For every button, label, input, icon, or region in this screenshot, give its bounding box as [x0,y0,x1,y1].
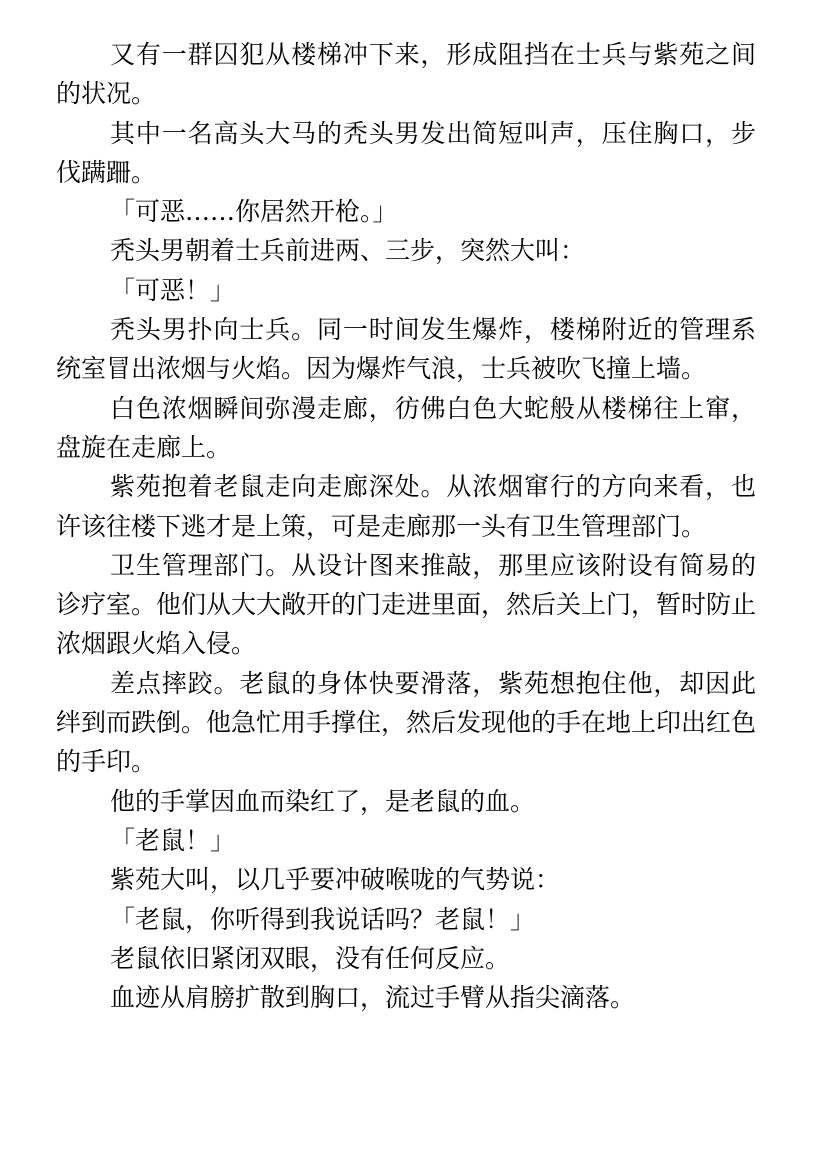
paragraph-10: 差点摔跤。老鼠的身体快要滑落，紫苑想抱住他，却因此绊到而跌倒。他急忙用手撑住，然后发现他的手在地上印出红色的手印。 [56,668,757,777]
paragraph-4: 秃头男朝着士兵前进两、三步，突然大叫： [110,236,586,266]
paragraph-1: 又有一群囚犯从楼梯冲下来，形成阻挡在士兵与紫苑之间的状况。 [56,40,756,109]
paragraph-8: 紫苑抱着老鼠走向走廊深处。从浓烟窜行的方向来看，也许该往楼下逃才是上策，可是走廊那一头有卫生管理部门。 [56,472,756,541]
paragraph-6: 秃头男扑向士兵。同一时间发生爆炸，楼梯附近的管理系统室冒出浓烟与火焰。因为爆炸气浪，士兵被吹飞撞上墙。 [56,315,756,384]
paragraph-16: 血迹从肩膀扩散到胸口，流过手臂从指尖滴落。 [110,983,636,1013]
paragraph-3: 「可恶……你居然开枪。」 [110,197,398,227]
paragraph-12: 「老鼠！」 [110,825,236,855]
paragraph-5: 「可恶！」 [110,275,236,305]
paragraph-11: 他的手掌因血而染红了，是老鼠的血。 [110,786,536,816]
paragraph-15: 老鼠依旧紧闭双眼，没有任何反应。 [110,943,511,973]
paragraph-14: 「老鼠，你听得到我说话吗？老鼠！」 [110,904,536,934]
paragraph-2: 其中一名高头大马的秃头男发出简短叫声，压住胸口，步伐蹒跚。 [56,118,756,187]
text-column [56,35,756,1017]
paragraph-7: 白色浓烟瞬间弥漫走廊，彷佛白色大蛇般从楼梯往上窜，盘旋在走廊上。 [56,393,756,462]
paragraph-13: 紫苑大叫，以几乎要冲破喉咙的气势说： [110,865,561,895]
paragraph-9: 卫生管理部门。从设计图来推敲，那里应该附设有简易的诊疗室。他们从大大敞开的门走进里面，然后关上门，暂时防止浓烟跟火焰入侵。 [56,550,757,659]
